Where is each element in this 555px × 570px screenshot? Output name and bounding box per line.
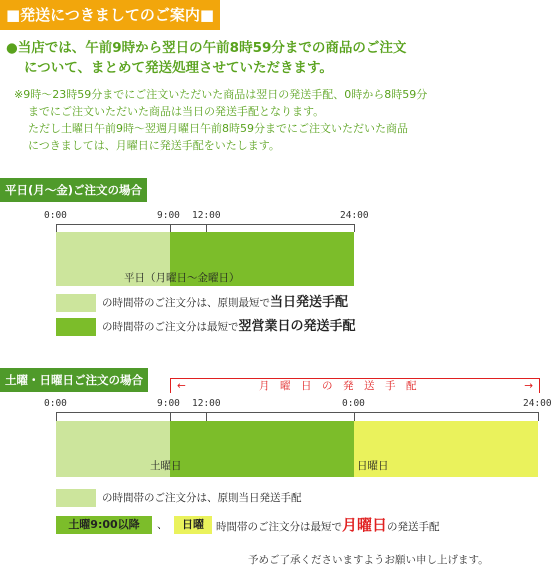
weekend-legend-2-suffix: の発送手配 [387, 521, 440, 533]
monday-dispatch-banner [170, 378, 540, 393]
weekday-legend-2-strong: 翌営業日の発送手配 [238, 319, 356, 334]
legend-swatch-light [56, 294, 96, 312]
tag-separator: 、 [157, 519, 168, 531]
weekend-tick-mark [354, 412, 355, 421]
arrow-left-icon: ← [177, 380, 186, 392]
intro-bullet: ● [6, 40, 18, 56]
weekday-tick-mark [206, 224, 207, 232]
weekend-section-heading: 土曜・日曜日ご注文の場合 [0, 368, 148, 392]
note-line-4: につきましては、月曜日に発送手配をいたします。 [28, 139, 280, 152]
weekday-tick-12: 12:00 [192, 210, 221, 221]
legend-swatch-green [56, 318, 96, 336]
weekday-tick-mark [354, 224, 355, 232]
weekday-tick-9: 9:00 [157, 210, 180, 221]
intro-text [6, 38, 551, 78]
weekday-bar-label: 平日（月曜日～金曜日） [124, 272, 240, 284]
note-line-3: ただし土曜日午前9時～翌週月曜日午前8時59分までにご注文いただいた商品 [28, 122, 408, 135]
weekday-legend-1-text: の時間帯のご注文分は、原則最短で [102, 297, 270, 309]
weekend-tick-mark [56, 412, 57, 421]
weekday-axis-line [56, 224, 354, 225]
weekend-tick-mark [170, 412, 171, 421]
weekend-tick-24: 24:00 [523, 398, 552, 409]
weekend-legend-2 [216, 516, 440, 536]
weekend-legend-1: の時間帯のご注文分は、原則当日発送手配 [102, 492, 302, 504]
weekend-tick-12: 12:00 [192, 398, 221, 409]
saturday-label: 土曜日 [150, 460, 182, 472]
arrow-right-icon: → [524, 380, 533, 392]
monday-dispatch-banner-text: 月 曜 日 の 発 送 手 配 [259, 380, 417, 392]
weekend-tick-0-sun: 0:00 [342, 398, 365, 409]
saturday-after-9-tag: 土曜9:00以降 [56, 516, 152, 534]
weekday-tick-24: 24:00 [340, 210, 369, 221]
weekend-tick-0: 0:00 [44, 398, 67, 409]
weekday-tick-mark [170, 224, 171, 232]
weekday-legend-1 [102, 294, 348, 312]
weekend-legend-2-text: 時間帯のご注文分は最短で [216, 521, 342, 533]
note-line-1: ※9時～23時59分までにご注文いただいた商品は翌日の発送手配、0時から8時59分 [14, 88, 428, 101]
weekday-tick-mark [56, 224, 57, 232]
page-title: ■発送につきましてのご案内■ [0, 0, 220, 30]
footer-note: 予めご了承くださいますようお願い申し上げます。 [248, 554, 489, 566]
weekend-legend-2-strong: 月曜日 [342, 516, 388, 534]
note-line-2: までにご注文いただいた商品は当日の発送手配となります。 [28, 105, 325, 118]
notes [14, 86, 554, 154]
sunday-tag: 日曜 [174, 516, 212, 534]
weekday-section-heading: 平日(月～金)ご注文の場合 [0, 178, 147, 202]
weekday-legend-2 [102, 318, 356, 336]
weekday-tick-0: 0:00 [44, 210, 67, 221]
weekday-legend-1-strong: 当日発送手配 [270, 295, 349, 310]
saturday-bar-monday [170, 421, 354, 477]
sunday-label: 日曜日 [357, 460, 389, 472]
weekend-tick-mark [538, 412, 539, 421]
weekend-tick-9: 9:00 [157, 398, 180, 409]
weekend-tick-mark [206, 412, 207, 421]
intro-line-2: について、まとめて発送処理させていただきます。 [24, 60, 333, 76]
weekend-legend-swatch-light [56, 489, 96, 507]
weekday-legend-2-text: の時間帯のご注文分は最短で [102, 321, 239, 333]
weekend-axis-line [56, 412, 538, 413]
intro-line-1: 当店では、午前9時から翌日の午前8時59分までの商品のご注文 [17, 40, 407, 56]
